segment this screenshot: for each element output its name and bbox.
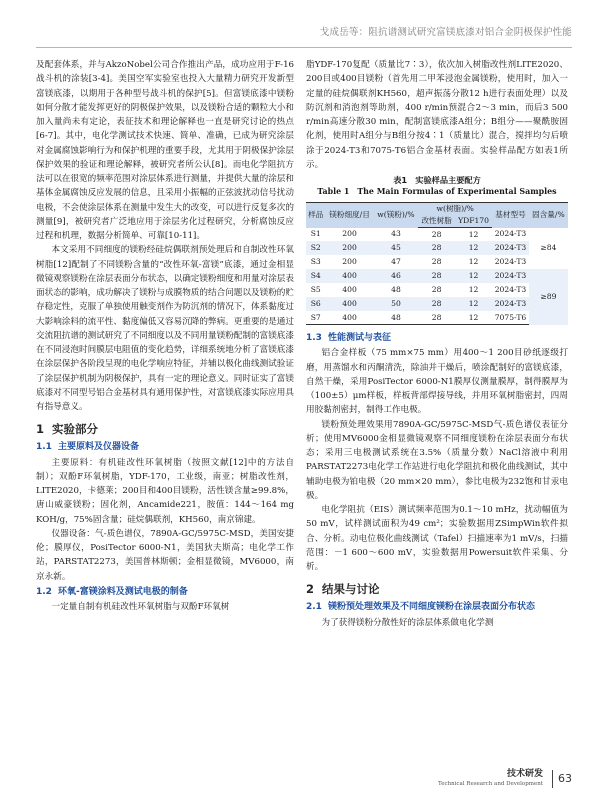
table-cell: 400 [342,285,357,294]
table-cell: 28 [418,311,455,325]
col-header-ydf170: YDF170 [455,215,492,228]
table-cell: 28 [431,229,442,239]
body-paragraph: 仪器设备：气-质色谱仪，7890A-GC/5975C-MSD，美国安捷伦；膜厚仪，PosiTector 6000-N1，美国狄夫斯高；电化学工作站，PARSTAT2273，美国普林斯顿；金相显微镜，MV6000，南京永新。 [36,528,294,582]
left-column [36,58,294,614]
body-paragraph: 主要原料：有机硅改性环氧树脂（按照文献[12]中的方法自制）；双酚F环氧树脂，YDF-170，工业级，南亚；树脂改性剂，LITE2020，卡德莱；200目和400目镁粉，活性镁含量≥99.8%，唐山威豪镁粉；固化剂，Ancamide221，胺值：144～164 mg KOH/g，75%固含量；硅烷偶联剂，KH560，南京锦建。 [36,457,294,525]
journal-section-cn: 技术研发 [506,769,543,779]
table-cell: 28 [418,297,455,311]
running-title: 戈成岳等：阻抗谱测试研究富镁底漆对铝合金阴极保护性能 [319,27,572,38]
table-cell: 12 [468,285,479,294]
table-cell: 45 [374,241,419,255]
subsection-title: 性能测试与表征 [327,333,391,344]
table-row [306,241,568,255]
journal-section-label [438,769,543,788]
table-cell-solid-group: ≥84 [529,228,568,270]
subsection-number: 1.2 [36,586,52,597]
table-cell: S6 [306,297,325,311]
subsection-title: 主要原料及仪器设备 [57,442,139,453]
table-cell: 28 [418,269,455,283]
table-cell: 43 [391,229,401,239]
table-cell: 400 [325,269,373,283]
body-paragraph: 电化学阻抗（EIS）测试频率范围为0.1～10 mHz，扰动幅值为50 mV，试样测试面积为49 cm²；实验数据用ZSimpWin软件拟合、分析。动电位极化曲线测试（Tafel）扫描速率为1 mV/s，扫描范围：－1 600～600 mV，实验数据用Powersuit软件采集、分析。 [306,505,568,573]
body-paragraph: 及配套体系，并与AkzoNobel公司合作推出产品，成功应用于F-16战斗机的涂装[3-4]。美国空军实验室也投入大量精力研究开发新型富镁底漆，以期用于各种型号战斗机的保护[5]。但富镁底漆中镁粉如何分散才能发挥更好的阴极保护效果，以及镁粉合适的颗粒大小和加入量尚未有定论，表征技术和理论解释也一直是研究讨论的热点[6-7]。其中，电化学测试技术快速、简单、准确，已成为研究涂层对金属腐蚀影响行为和保护机理的重要手段，尤其用于阴极保护涂层保护效果的验证和理论解释，被研究者所公认[8]。而电化学阻抗方法可以在很宽的频率范围对涂层体系进行测量，并提供大量的涂层和基体金属腐蚀反应发展的信息，且采用小振幅的正弦波扰动信号扰动电极，不会使涂层体系在测量中发生大的改变，可以进行反复多次的测量[9]，被研究者广泛地应用于涂层劣化过程研究，分析腐蚀反应过程和机理，数据分析简单、可靠[10-11]。 [36,60,294,241]
table-row [306,228,568,242]
table-cell: 47 [391,257,401,267]
formula-table [306,202,568,325]
col-header-substrate: 基材型号 [492,203,529,228]
footer-divider [552,770,553,788]
table-cell: S2 [306,241,325,255]
table-cell: S7 [306,311,325,325]
table-cell: 28 [431,257,442,267]
table-cell: 12 [455,297,492,311]
section-title: 实验部分 [52,422,99,437]
table-cell: 12 [455,311,492,325]
table-cell: 2024-T3 [494,285,527,294]
table-cell: 200 [342,229,357,239]
subsection-heading [36,585,294,599]
body-paragraph: 镁粉预处理效果用7890A-GC/5975C-MSD气-质色谱仪表征分析；使用MV6000金相显微镜观察不同细度镁粉在涂层表面分布状态；采用三电极测试系统在3.5%（质量分数）NaCl溶液中利用PARSTAT2273电化学工作站进行电化学阻抗和极化曲线测试，其中辅助电极为铂电极（20 mm×20 mm），参比电极为232饱和甘汞电极。 [306,419,568,501]
table-cell: 2024-T3 [494,257,527,267]
table-cell: 48 [374,311,419,325]
page-number: 63 [558,772,572,785]
table-cell: 400 [325,297,373,311]
table-row [306,255,568,269]
subsection-heading [36,440,294,454]
table-cell: 2024-T3 [492,297,529,311]
section-number: 1 [36,422,45,437]
page-footer [438,769,572,788]
section-number: 2 [306,582,315,597]
body-paragraph: 铝合金样板（75 mm×75 mm）用400～1 200目砂纸逐级打磨，用蒸馏水和丙酮清洗，除油并干燥后，喷涂配制好的富镁底漆，自然干燥，采用PosiTector 6000-N1膜厚仪测量膜厚，制得膜厚为（100±5）μm样板，样板背部焊接导线，并用环氧树脂密封，四周用胶黏剂密封，制得工作电极。 [306,348,568,416]
table-cell: 400 [325,311,373,325]
table-caption-cn: 表1 实验样品主要配方 [393,175,481,185]
table-cell-solid-group: ≥89 [529,269,568,325]
table-cell: S4 [306,269,325,283]
body-paragraph: 脂YDF-170复配（质量比7∶3），依次加入树脂改性剂LITE2020、200目或400目镁粉（首先用二甲苯浸泡金属镁粉，使用时，加入一定量的硅烷偶联剂KH560，超声振荡分散12 h进行表面处理）以及防沉剂和消泡剂等助剂，400 r/min预混合2～3 min，而后3 500 r/min高速分散30 min，配制富镁底漆A组分；B组分——聚酰胺固化剂，使用时A组分与B组分按4∶1（质量比）混合，搅拌均匀后喷涂于2024-T3和7075-T6铝合金基材表面。实验样品配方如表1所示。 [306,60,568,170]
table-cell: S3 [310,257,321,267]
subsection-heading [306,331,568,345]
body-paragraph: 一定量自制有机硅改性环氧树脂与双酚F环氧树 [51,602,230,612]
right-column [306,58,568,630]
table-cell: S5 [310,285,321,294]
subsection-number: 1.3 [306,333,322,344]
col-header-modified-resin: 改性树脂 [418,215,455,228]
subsection-number: 1.1 [36,442,52,453]
body-paragraph: 本文采用不同细度的镁粉经硅烷偶联剂预处理后和自制改性环氧树脂[12]配制了不同镁粉含量的“改性环氧-富镁”底漆，通过金相显微镜观察镁粉在涂层表面分布状态，以确定镁粉细度和用量对涂层表面状态的影响，成功解决了镁粉与成膜物质的结合问题以及镁粉的贮存稳定性，克服了单独使用触变剂作为防沉剂的情况下，体系黏度过大影响涂料的流平性、黏度偏低又容易沉降的弊病。更重要的是通过交流阻抗谱的测试研究了不同细度以及不同用量镁粉配制的富镁底漆在不同浸泡时间膜层电阻值的变化趋势，详细系统地分析了富镁底漆在涂层保护各阶段呈现的电化学响应特征，并辅以极化曲线测试验证了涂层保护机制为阴极保护，具有一定的理论意义。同时证实了富镁底漆对不同型号铝合金基材具有通用保护性，对富镁底漆实际应用具有指导意义。 [36,245,294,412]
table-cell: 46 [374,269,419,283]
table-cell: 12 [468,229,479,239]
table-caption-en: Table 1 The Main Formulas of Experimental Samples [317,187,557,196]
section-heading [306,581,568,597]
col-header-mesh: 镁粉细度/目 [325,203,373,228]
journal-section-en: Technical Research and Development [438,781,543,787]
col-header-solid: 固含量/% [529,203,568,228]
table-cell: S1 [310,229,321,239]
table-cell: 12 [455,269,492,283]
subsection-number: 2.1 [306,602,322,613]
table-row [306,297,568,311]
table-cell: 2024-T3 [494,229,527,239]
subsection-heading [306,600,568,614]
table-row [306,269,568,283]
col-header-mg-content: w(镁粉)/% [374,203,419,228]
body-paragraph: 为了获得镁粉分散性好的涂层体系做电化学测 [321,617,494,628]
table-cell: 48 [391,285,401,294]
table-cell: 200 [342,257,357,267]
table-row [306,283,568,297]
section-title: 结果与讨论 [322,582,380,597]
subsection-title: 镁粉预处理效果及不同细度镁粉在涂层表面分布状态 [327,602,535,613]
table-cell: 50 [374,297,419,311]
table-cell: 200 [325,241,373,255]
table-cell: 28 [431,285,442,294]
table-row [306,311,568,325]
subsection-title: 环氧-富镁涂料及测试电极的制备 [57,586,188,597]
table-cell: 12 [468,257,479,267]
table-cell: 12 [455,241,492,255]
table-cell: 7075-T6 [492,311,529,325]
section-heading [36,421,294,437]
running-header [36,18,572,48]
table-cell: 2024-T3 [492,241,529,255]
table-cell: 28 [418,241,455,255]
col-header-resin: w(树脂)/% [418,203,492,216]
table-cell: 2024-T3 [492,269,529,283]
col-header-sample: 样品 [306,203,325,228]
